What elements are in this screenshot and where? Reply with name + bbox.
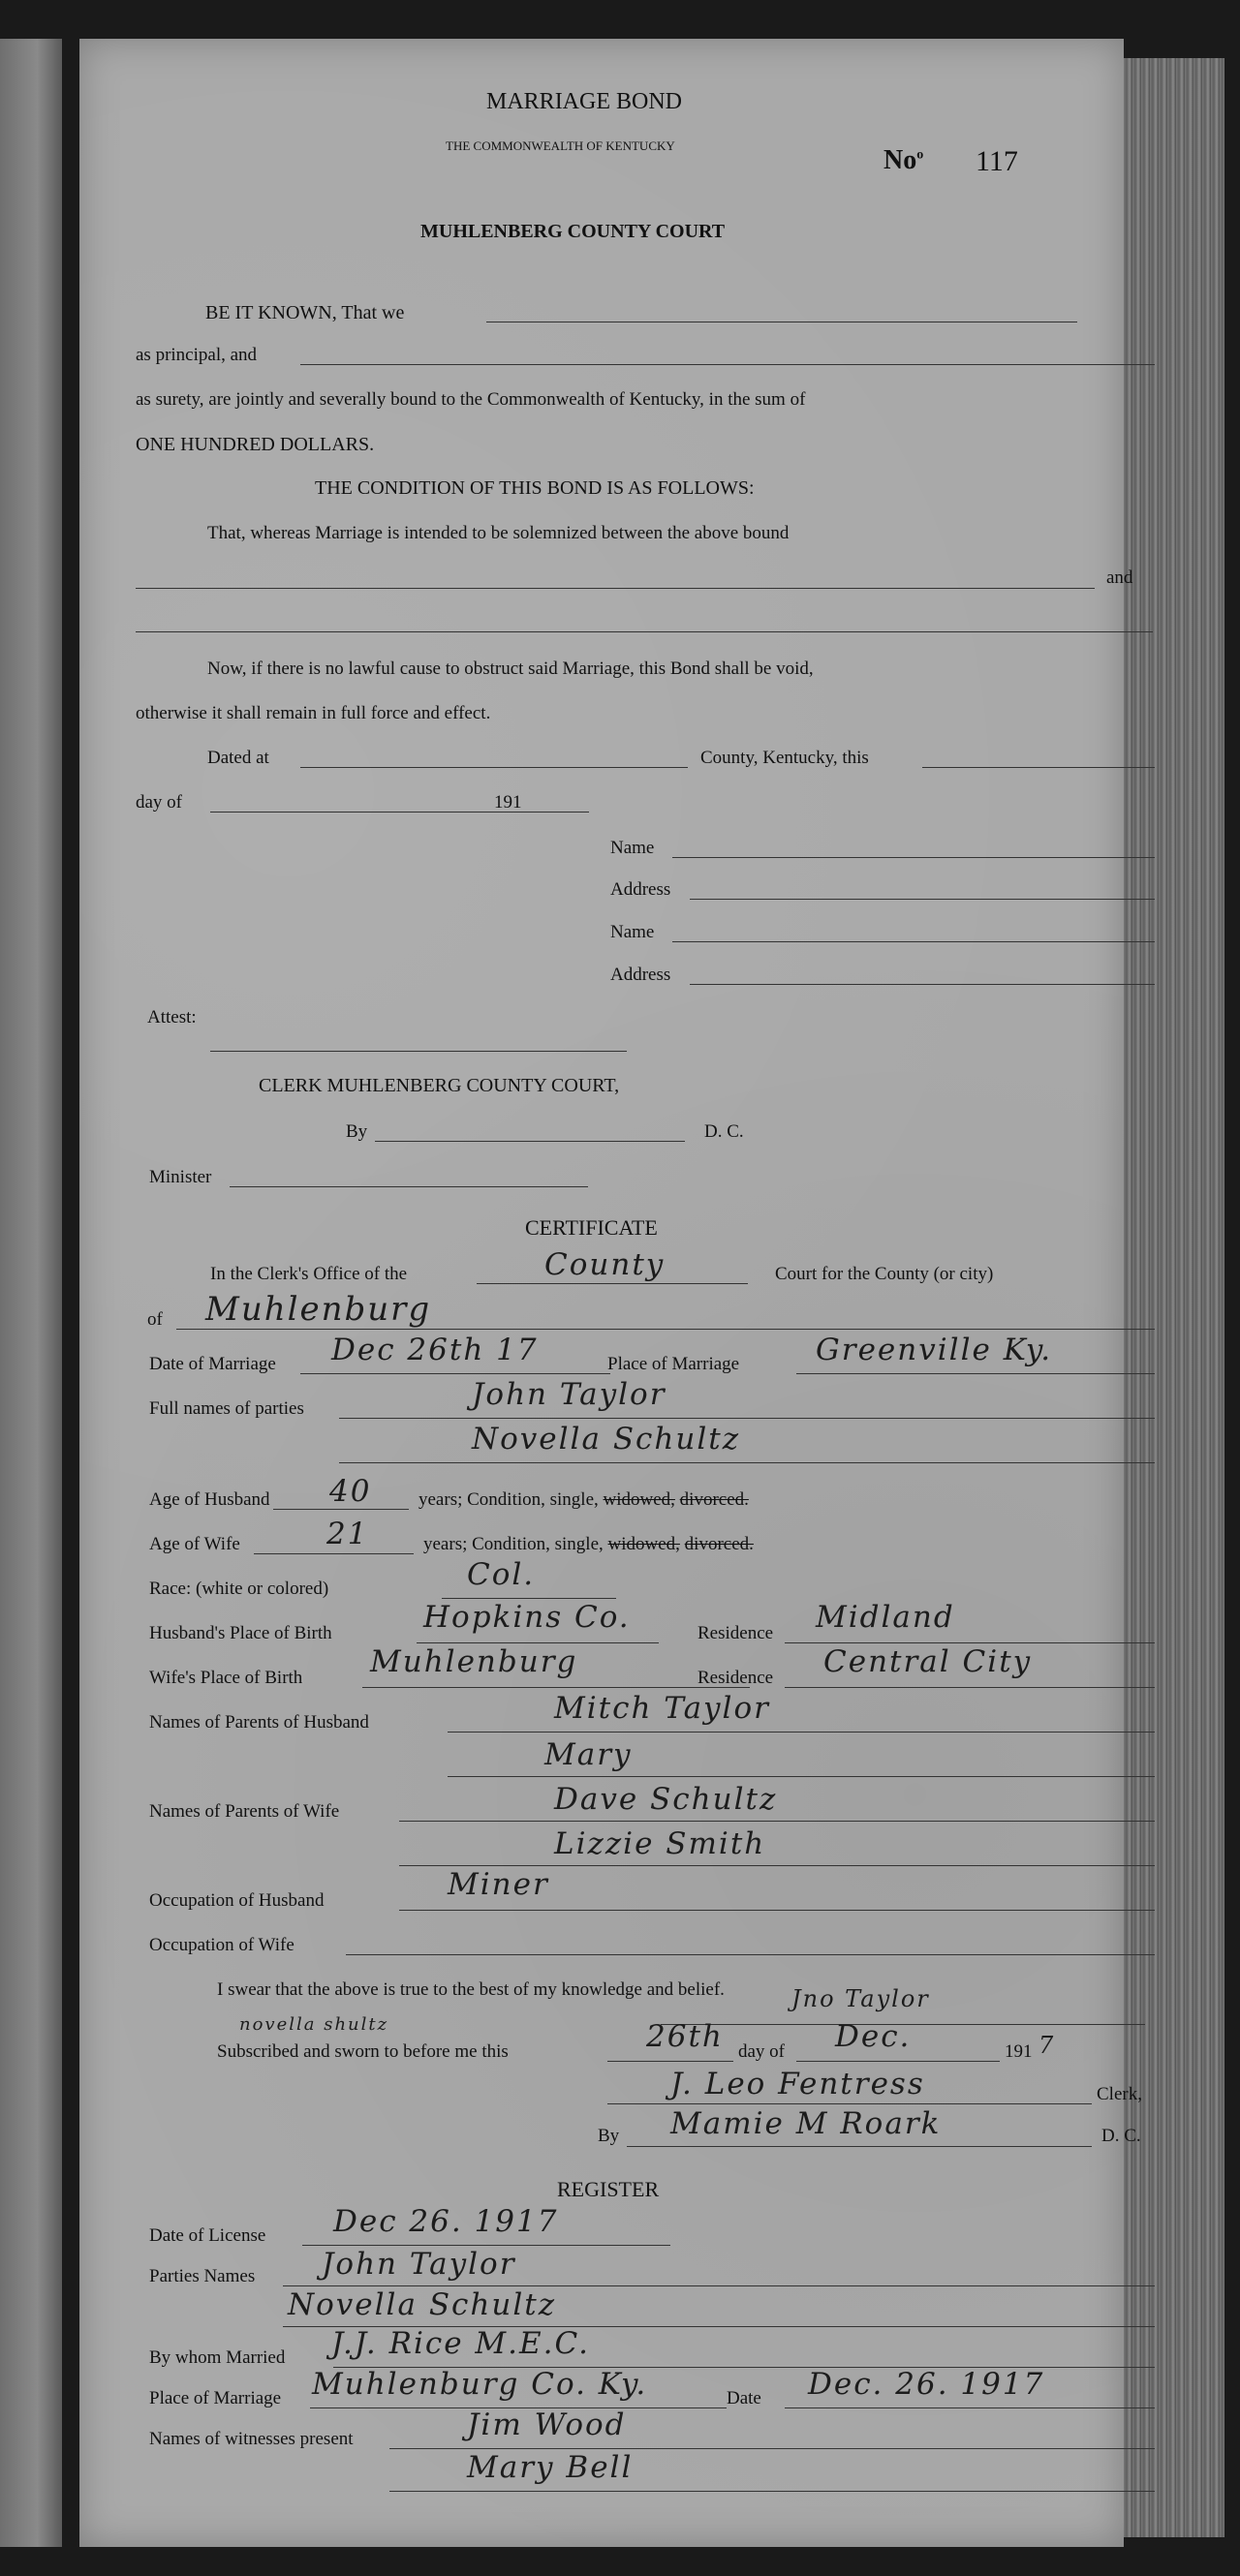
age-wife-handwritten: 21: [326, 1517, 369, 1551]
and-text: and: [1106, 567, 1133, 588]
parents-husband-label: Names of Parents of Husband: [149, 1712, 369, 1733]
name-label-1: Name: [610, 838, 655, 858]
address-line-2: [690, 984, 1155, 985]
address-label-1: Address: [610, 879, 671, 900]
county-court-line: [477, 1283, 748, 1284]
age-husband-line: [273, 1509, 409, 1510]
of-handwritten: Muhlenburg: [205, 1290, 432, 1329]
parent-husband-1-handwritten: Mitch Taylor: [554, 1691, 770, 1726]
place-of-marriage-line: [796, 1373, 1155, 1374]
full-names-line-1: [339, 1418, 1155, 1419]
occupation-wife-label: Occupation of Wife: [149, 1935, 294, 1955]
form-subtitle: THE COMMONWEALTH OF KENTUCKY: [446, 138, 675, 153]
divorced-struck: divorced.: [679, 1489, 749, 1510]
register-party-1: John Taylor: [322, 2247, 516, 2282]
left-page-edge: [0, 39, 62, 2547]
certificate-heading: CERTIFICATE: [525, 1215, 658, 1240]
age-husband-label: Age of Husband: [149, 1489, 270, 1510]
husband-birth-line: [417, 1642, 659, 1643]
dated-at-label: Dated at: [207, 748, 269, 768]
subscribed-day-line: [607, 2061, 733, 2062]
wife-birth-line: [362, 1687, 750, 1688]
age-wife-condition: [423, 1534, 754, 1555]
sum-text: ONE HUNDRED DOLLARS.: [136, 434, 375, 455]
address-label-2: Address: [610, 965, 671, 985]
husband-birth-label: Husband's Place of Birth: [149, 1623, 332, 1643]
husband-residence-line: [785, 1642, 1155, 1643]
parents-husband-line-1: [448, 1732, 1155, 1733]
minister-line: [230, 1186, 588, 1187]
party-line-1: [136, 588, 1095, 589]
date-of-marriage-label: Date of Marriage: [149, 1354, 276, 1374]
license-date-label: Date of License: [149, 2225, 266, 2246]
marriage-bond-page: [79, 39, 1142, 2547]
party-1-handwritten: John Taylor: [472, 1377, 666, 1412]
attest-line: [210, 1051, 627, 1052]
of-label: of: [147, 1309, 163, 1330]
place-of-marriage-label: Place of Marriage: [607, 1354, 740, 1374]
clerk-signature-line: [607, 2103, 1092, 2104]
minister-label: Minister: [149, 1167, 212, 1187]
register-heading: REGISTER: [557, 2177, 660, 2201]
parents-husband-line-2: [448, 1776, 1155, 1777]
condition-text-wife: years; Condition, single,: [423, 1534, 604, 1554]
form-title: MARRIAGE BOND: [486, 89, 683, 114]
parent-wife-2-handwritten: Lizzie Smith: [554, 1826, 766, 1861]
license-date-handwritten: Dec 26. 1917: [333, 2204, 559, 2239]
register-place-label: Place of Marriage: [149, 2388, 282, 2408]
deputy-by-label: By: [598, 2126, 620, 2146]
condition-text: years; Condition, single,: [418, 1489, 599, 1510]
wife-residence-line: [785, 1687, 1155, 1688]
husband-residence-handwritten: Midland: [816, 1600, 955, 1635]
full-names-line-2: [339, 1462, 1155, 1463]
wife-birth-label: Wife's Place of Birth: [149, 1668, 303, 1688]
husband-residence-label: Residence: [698, 1623, 774, 1643]
surety-line: [300, 364, 1155, 365]
party-line-2: [136, 631, 1153, 632]
name-line-2: [672, 941, 1155, 942]
of-line: [176, 1329, 1155, 1330]
clerk-title: Clerk,: [1097, 2084, 1142, 2104]
condition-heading: THE CONDITION OF THIS BOND IS AS FOLLOWS:: [315, 477, 755, 499]
witness-2-handwritten: Mary Bell: [467, 2450, 634, 2485]
day-of-label: day of: [136, 792, 183, 813]
deputy-dc-label: D. C.: [1101, 2126, 1141, 2146]
name-line-1: [672, 857, 1155, 858]
register-date-line: [785, 2407, 1155, 2408]
be-it-known-text: BE IT KNOWN, That we: [205, 302, 405, 323]
by-label: By: [346, 1121, 368, 1142]
court-for-text: Court for the County (or city): [775, 1264, 994, 1284]
register-party-2: Novella Schultz: [288, 2287, 557, 2322]
by-line: [375, 1141, 685, 1142]
clerk-label: CLERK MUHLENBERG COUNTY COURT,: [259, 1075, 620, 1096]
attest-label: Attest:: [147, 1007, 197, 1027]
subscribed-text: Subscribed and sworn to before me this: [217, 2041, 509, 2062]
place-of-marriage-handwritten: Greenville Ky.: [816, 1333, 1053, 1367]
dated-at-line: [300, 767, 688, 768]
register-date-handwritten: Dec. 26. 1917: [808, 2367, 1045, 2402]
full-names-label: Full names of parties: [149, 1398, 304, 1419]
subscribed-year-handwritten: 7: [1038, 2032, 1056, 2059]
parents-wife-label: Names of Parents of Wife: [149, 1801, 340, 1822]
county-handwritten: County: [544, 1247, 666, 1282]
day-of-line: [210, 812, 540, 813]
widowed-struck-wife: widowed,: [607, 1534, 680, 1554]
clerk-signature: J. Leo Fentress: [670, 2067, 925, 2101]
parties-names-line-1: [283, 2285, 1155, 2286]
married-by-handwritten: J.J. Rice M.E.C.: [331, 2326, 590, 2361]
age-husband-condition: [418, 1489, 749, 1511]
occupation-husband-line: [399, 1910, 1155, 1911]
surety-text: as surety, are jointly and severally bound to the Commonwealth of Kentucky, in the sum of: [136, 389, 806, 410]
date-of-marriage-line: [300, 1373, 610, 1374]
register-place-handwritten: Muhlenburg Co. Ky.: [312, 2367, 648, 2402]
occupation-wife-line: [346, 1954, 1155, 1955]
wife-signature: novella shultz: [239, 2014, 389, 2035]
deputy-signature-line: [627, 2146, 1092, 2147]
subscribed-year-prefix: 191: [1005, 2041, 1033, 2062]
race-line: [442, 1598, 616, 1599]
year-prefix-text: 191: [494, 792, 522, 813]
dc-label: D. C.: [704, 1121, 744, 1142]
date-of-marriage-handwritten: Dec 26th 17: [331, 1333, 539, 1367]
parties-names-label: Parties Names: [149, 2266, 256, 2286]
as-principal-text: as principal, and: [136, 345, 258, 365]
parent-husband-2-handwritten: Mary: [544, 1737, 633, 1772]
book-page-edges: [1124, 58, 1224, 2537]
year-line: [531, 812, 589, 813]
parents-wife-line-2: [399, 1865, 1155, 1866]
wife-residence-handwritten: Central City: [823, 1644, 1033, 1679]
subscribed-day-of: day of: [738, 2041, 786, 2062]
subscribed-month-line: [796, 2061, 1000, 2062]
occupation-husband-label: Occupation of Husband: [149, 1890, 325, 1911]
court-name: MUHLENBERG COUNTY COURT: [420, 221, 726, 242]
husband-signature: Jno Taylor: [791, 1985, 930, 2012]
witnesses-line-2: [389, 2491, 1155, 2492]
age-husband-handwritten: 40: [329, 1474, 372, 1509]
occupation-husband-handwritten: Miner: [448, 1867, 549, 1902]
now-if-text: Now, if there is no lawful cause to obstruct said Marriage, this Bond shall be void,: [207, 659, 814, 679]
witnesses-line-1: [389, 2448, 1155, 2449]
parent-wife-1-handwritten: Dave Schultz: [554, 1782, 778, 1817]
swear-text: I swear that the above is true to the best of my knowledge and belief.: [217, 1979, 725, 2000]
bond-number-label: No$^o$: [884, 145, 924, 175]
married-by-label: By whom Married: [149, 2347, 286, 2368]
widowed-struck: widowed,: [603, 1489, 675, 1510]
race-label: Race: (white or colored): [149, 1579, 329, 1599]
county-date-line: [922, 767, 1155, 768]
race-handwritten: Col.: [467, 1557, 536, 1592]
age-wife-line: [254, 1553, 414, 1554]
name-label-2: Name: [610, 922, 655, 942]
wife-birth-handwritten: Muhlenburg: [370, 1644, 578, 1679]
whereas-text: That, whereas Marriage is intended to be solemnized between the above bound: [207, 523, 790, 543]
husband-birth-handwritten: Hopkins Co.: [423, 1600, 631, 1635]
witness-1-handwritten: Jim Wood: [467, 2407, 627, 2442]
clerks-office-text: In the Clerk's Office of the: [210, 1264, 408, 1284]
age-wife-label: Age of Wife: [149, 1534, 240, 1554]
subscribed-month-handwritten: Dec.: [835, 2019, 912, 2054]
address-line-1: [690, 899, 1155, 900]
otherwise-text: otherwise it shall remain in full force and effect.: [136, 703, 491, 723]
deputy-signature: Mamie M Roark: [670, 2106, 942, 2141]
party-2-handwritten: Novella Schultz: [472, 1422, 741, 1457]
register-date-label: Date: [727, 2388, 761, 2408]
parents-wife-line-1: [399, 1821, 1155, 1822]
witnesses-label: Names of witnesses present: [149, 2429, 354, 2449]
divorced-struck-wife: divorced.: [684, 1534, 754, 1554]
license-date-line: [302, 2245, 670, 2246]
subscribed-day-handwritten: 26th: [646, 2019, 724, 2054]
wife-residence-label: Residence: [698, 1668, 774, 1688]
county-ky-text: County, Kentucky, this: [700, 748, 869, 768]
bond-number: 117: [976, 145, 1018, 177]
